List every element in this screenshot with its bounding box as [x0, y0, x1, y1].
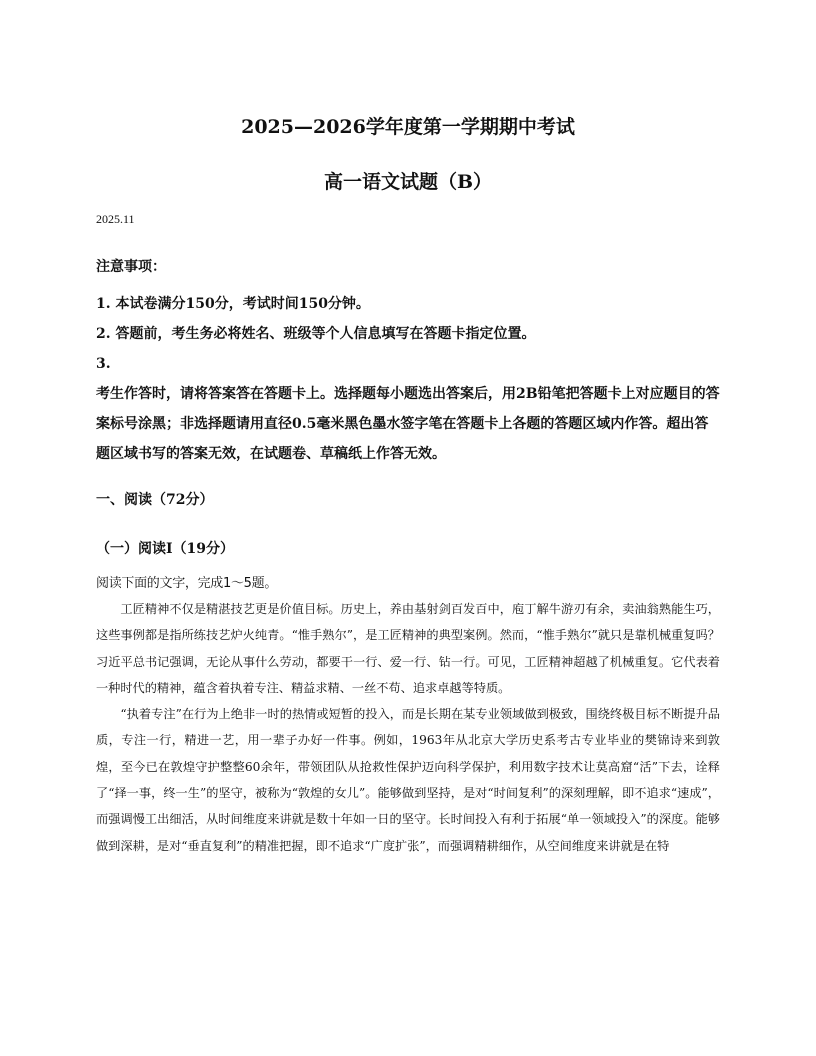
- exam-page: [96, 0, 720, 1056]
- passage-paragraph: “执着专注”在行为上绝非一时的热情或短暂的投入，而是长期在某专业领域做到极致，围绕终极目标不断提升品质，专注一行，精进一艺，用一辈子办好一件事。例如，1963年从北京大学历史系考古专业毕业的樊锦诗来到敦煌，至今已在敦煌守护整整60余年，带领团队从抢救性保护迈向科学保护，利用数字技术让莫高窟“活”下去，诠释了“择一事，终一生”的坚守，被称为“敦煌的女儿”。能够做到坚持，是对“时间复利”的深刻理解，即不追求“速成”，而强调慢工出细活，从时间维度来讲就是数十年如一日的坚守。长时间投入有利于拓展“单一领域投入”的深度。能够做到深耕，是对“垂直复利”的精准把握，即不追求“广度扩张”，而强调精耕细作，从空间维度来讲就是在特: [96, 707, 720, 853]
- note-item: 2. 答题前，考生务必将姓名、班级等个人信息填写在答题卡指定位置。: [96, 326, 536, 342]
- exam-title: 2025—2026学年度第一学期期中考试: [241, 116, 575, 138]
- notes-heading: 注意事项：: [96, 259, 166, 275]
- exam-date: 2025.11: [96, 212, 135, 226]
- subsection-title: （一）阅读I（19分）: [96, 541, 235, 557]
- section-title: 一、阅读（72分）: [96, 492, 214, 508]
- exam-subtitle: 高一语文试题（B）: [323, 171, 493, 193]
- reading-instruction: 阅读下面的文字，完成1～5题。: [96, 576, 278, 591]
- note-item: 考生作答时，请将答案答在答题卡上。选择题每小题选出答案后，用2B铅笔把答题卡上对应题目的答案标号涂黑；非选择题请用直径0.5毫米黑色墨水签字笔在答题卡上各题的答题区域内作答。超出答题区域书写的答案无效，在试题卷、草稿纸上作答无效。: [96, 386, 720, 462]
- note-item: 1. 本试卷满分150分，考试时间150分钟。: [96, 296, 370, 312]
- reading-passage: [96, 596, 720, 859]
- passage-paragraph: 工匠精神不仅是精湛技艺更是价值目标。历史上，养由基射剑百发百中，庖丁解牛游刃有余，卖油翁熟能生巧，这些事例都是指所练技艺炉火纯青。“惟手熟尔”，是工匠精神的典型案例。然而，“惟手熟尔”就只是靠机械重复吗？习近平总书记强调，无论从事什么劳动，都要干一行、爱一行、钻一行。可见，工匠精神超越了机械重复。它代表着一种时代的精神，蕴含着执着专注、精益求精、一丝不苟、追求卓越等特质。: [96, 602, 720, 695]
- notes-list: [96, 289, 720, 469]
- note-item: 3.: [96, 356, 111, 372]
